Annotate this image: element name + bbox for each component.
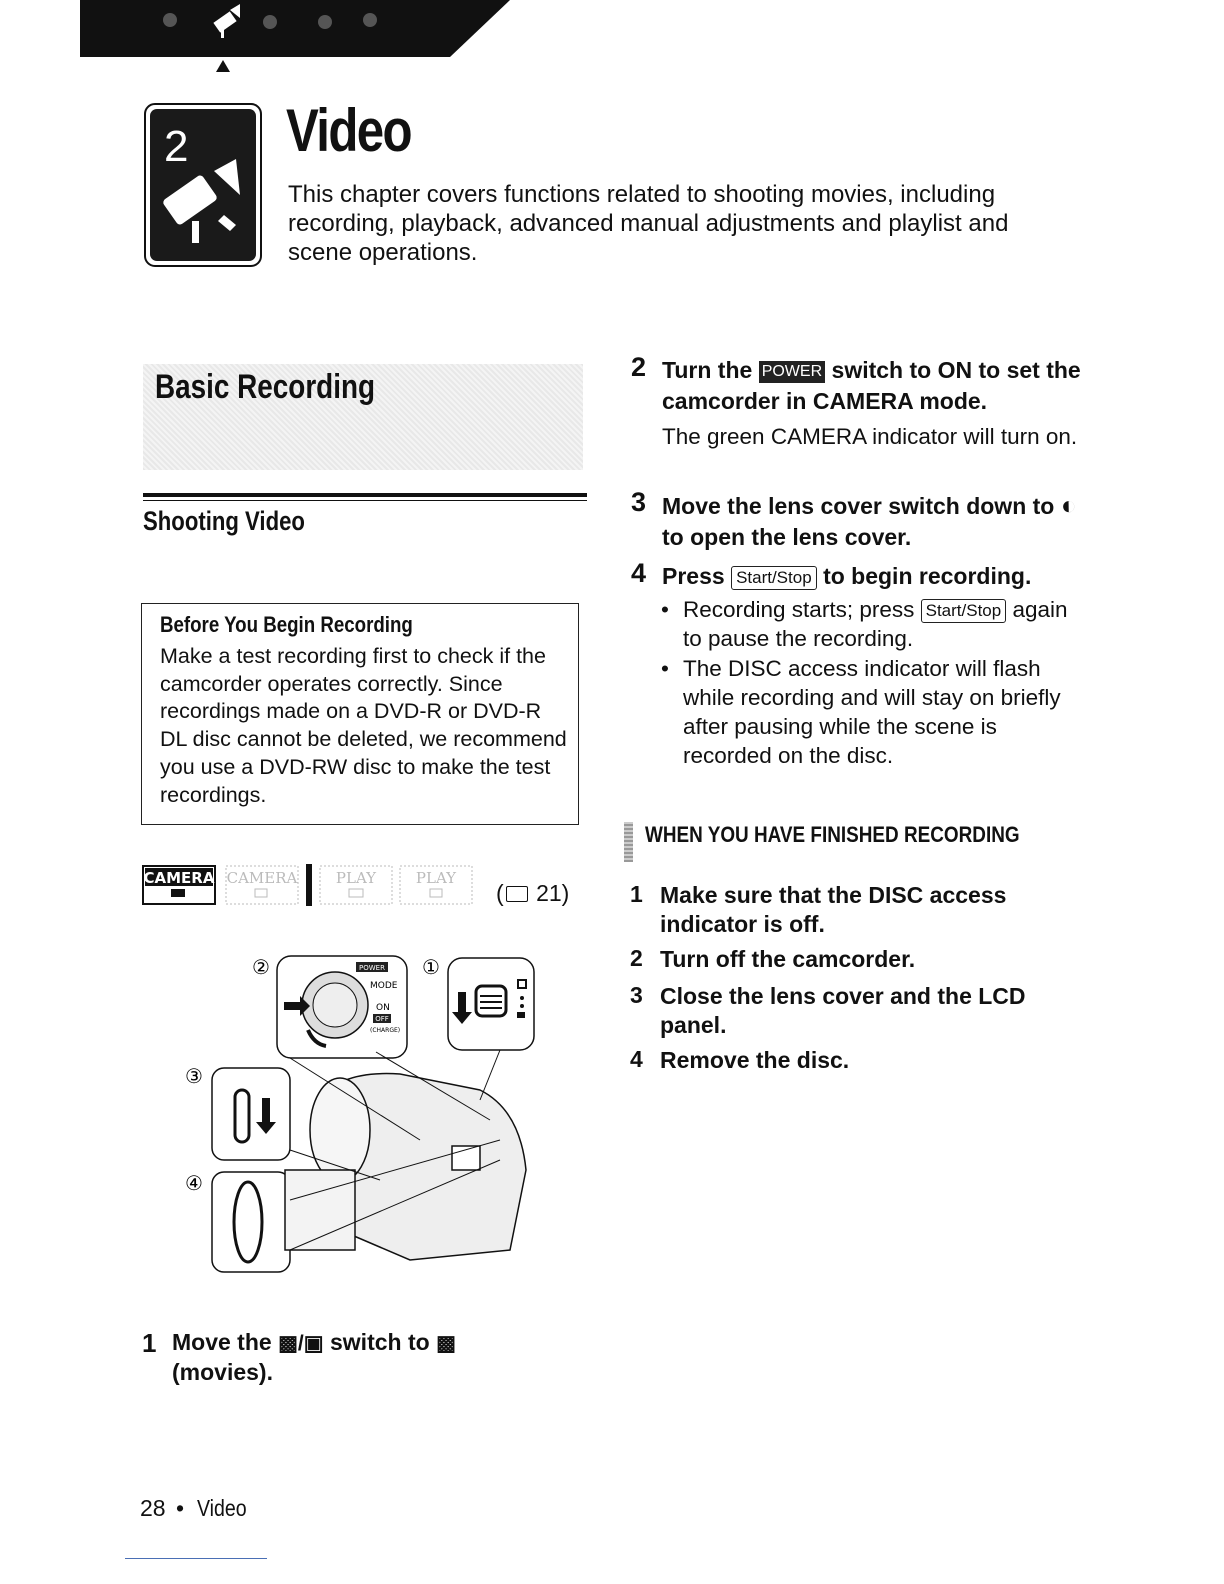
step-text: Move the ▩/▣ switch to ▩ (movies).: [172, 1329, 456, 1385]
callout-1: ①: [422, 955, 440, 979]
top-banner: [80, 0, 510, 57]
svg-text:CAMERA: CAMERA: [143, 869, 215, 887]
step-number: 2: [631, 352, 647, 382]
start-stop-key: Start/Stop: [731, 566, 817, 590]
bullet-text: Recording starts; press Start/Stop again to pause the recording.: [683, 597, 1068, 651]
step-body: The green CAMERA indicator will turn on.: [662, 424, 1078, 449]
section-title: Basic Recording: [155, 368, 376, 406]
finished-num: 4: [630, 1046, 643, 1072]
finished-num: 3: [630, 982, 643, 1008]
note-title: Before You Begin Recording: [160, 612, 413, 637]
step-text: Turn the POWER switch to ON to set the camcorder in CAMERA mode.: [662, 357, 1081, 414]
svg-text:(CHARGE): (CHARGE): [370, 1027, 401, 1034]
callout-4: ④: [185, 1171, 203, 1195]
start-stop-key: Start/Stop: [921, 599, 1007, 623]
subsection-title: Shooting Video: [143, 506, 305, 536]
callout-3: ③: [185, 1064, 203, 1088]
finished-text: Remove the disc.: [660, 1047, 850, 1073]
mode-strip: [142, 862, 482, 908]
section-marker: [624, 822, 633, 862]
footer-separator: •: [176, 1495, 185, 1521]
movie-icon: ▩: [436, 1332, 456, 1355]
step-text: Press Start/Stop to begin recording.: [662, 563, 1032, 589]
chapter-description: This chapter covers functions related to shooting movies, including recording, playback, advanced manual adjustments and playlist and scene operations.: [288, 181, 1009, 266]
step-text: Move the lens cover switch down to ◐ to open the lens cover.: [662, 490, 1077, 550]
svg-text:POWER: POWER: [359, 964, 385, 972]
svg-text:ON: ON: [376, 1003, 390, 1013]
book-icon: [506, 886, 528, 902]
chapter-title: Video: [286, 97, 411, 164]
banner-marker-icon: [216, 60, 230, 72]
lens-cover-icon: ◐: [1060, 490, 1077, 520]
movie-photo-icon: ▩/▣: [278, 1332, 324, 1355]
svg-text:MODE: MODE: [370, 981, 398, 991]
finished-text: Close the lens cover and the LCD panel.: [660, 983, 1026, 1038]
finished-title: WHEN YOU HAVE FINISHED RECORDING: [645, 822, 1020, 847]
page-number: 28: [140, 1495, 166, 1521]
divider: [143, 500, 587, 501]
finished-text: Turn off the camcorder.: [660, 946, 916, 972]
step-number: 3: [631, 487, 647, 517]
note-text: Make a test recording first to check if the camcorder operates correctly. Since recordings made on a DVD-R or DVD-R DL disc cannot be deleted, we recommend you use a DVD-RW disc to make the test recordings.: [160, 644, 567, 807]
svg-text:OFF: OFF: [375, 1015, 389, 1023]
finished-num: 2: [630, 945, 643, 971]
divider: [143, 493, 587, 497]
finished-num: 1: [630, 881, 643, 907]
svg-text:PLAY: PLAY: [415, 869, 457, 887]
page-reference: ( 21): [496, 880, 570, 906]
step-number: 4: [631, 558, 647, 588]
finished-text: Make sure that the DISC access indicator is off.: [660, 882, 1007, 937]
bullet-icon: •: [661, 597, 669, 622]
chapter-icon: [144, 103, 262, 267]
step-number: 1: [142, 1328, 157, 1358]
footer-rule: [125, 1558, 267, 1559]
footer-label: Video: [197, 1495, 247, 1521]
mode-camera-active: [143, 866, 215, 904]
svg-text:CAMERA: CAMERA: [226, 869, 298, 887]
bullet-text: The DISC access indicator will flash while recording and will stay on briefly after pausing while the scene is recorded on the disc.: [683, 656, 1061, 768]
power-key: POWER: [759, 361, 825, 383]
camcorder-diagram: [180, 950, 550, 1280]
svg-text:PLAY: PLAY: [335, 869, 377, 887]
bullet-icon: •: [661, 656, 669, 681]
callout-2: ②: [252, 955, 270, 979]
chapter-number: 2: [164, 122, 189, 171]
